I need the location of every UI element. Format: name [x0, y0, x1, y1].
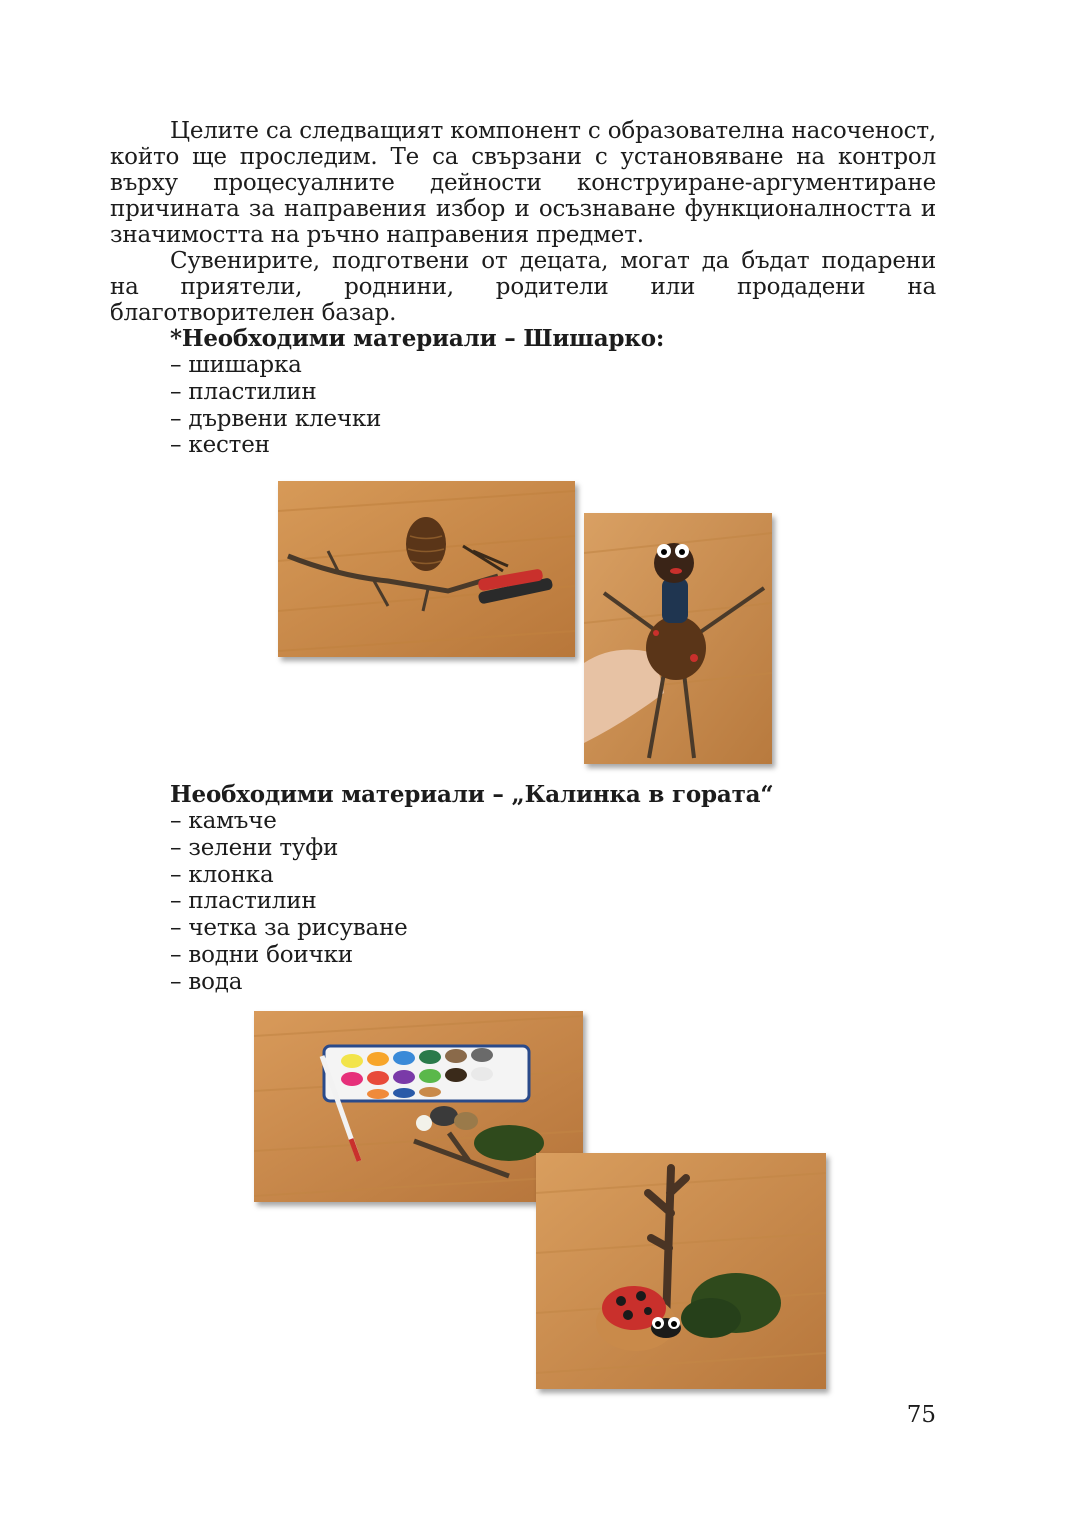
photo-kalinka-materials [254, 1011, 583, 1202]
list-item: – клонка [170, 861, 274, 888]
materials-heading-shisharko: *Необходими материали – Шишарко: [170, 325, 665, 352]
list-item: – пластилин [170, 888, 317, 915]
photo-kalinka-finished [536, 1153, 826, 1389]
list-item: – пластилин [170, 378, 317, 405]
list-item: – четка за рисуване [170, 915, 408, 942]
list-item: – вода [170, 968, 243, 995]
paragraph-souvenirs: Сувенирите, подготвени от децата, могат да бъдат подарени на приятели, роднини, родители или продадени на благотворителен базар. [110, 248, 936, 326]
list-item: – камъче [170, 808, 277, 834]
paragraph-goals: Целите са следващият компонент с образователна насоченост, който ще проследим. Те са свързани с установяване на контрол върху процесуалните дейности конструиране-аргументиране причината за направения избор и осъзнаване функционалността и значимостта на ръчно направения предмет. [110, 118, 936, 248]
list-item: – зелени туфи [170, 834, 339, 861]
photo-shisharko-materials [278, 481, 575, 657]
intro-text [110, 118, 936, 459]
page-number: 75 [906, 1402, 936, 1428]
materials-heading-kalinka: Необходими материали – „Калинка в гората“ [170, 781, 774, 808]
list-item: – кестен [170, 432, 270, 459]
list-item: – дървени клечки [170, 405, 382, 432]
materials-list-kalinka [170, 808, 936, 996]
photo-shisharko-finished [584, 513, 772, 764]
materials-list-shisharko [170, 352, 936, 459]
list-item: – водни боички [170, 941, 353, 968]
list-item: – шишарка [170, 352, 302, 378]
kalinka-text [110, 782, 936, 996]
